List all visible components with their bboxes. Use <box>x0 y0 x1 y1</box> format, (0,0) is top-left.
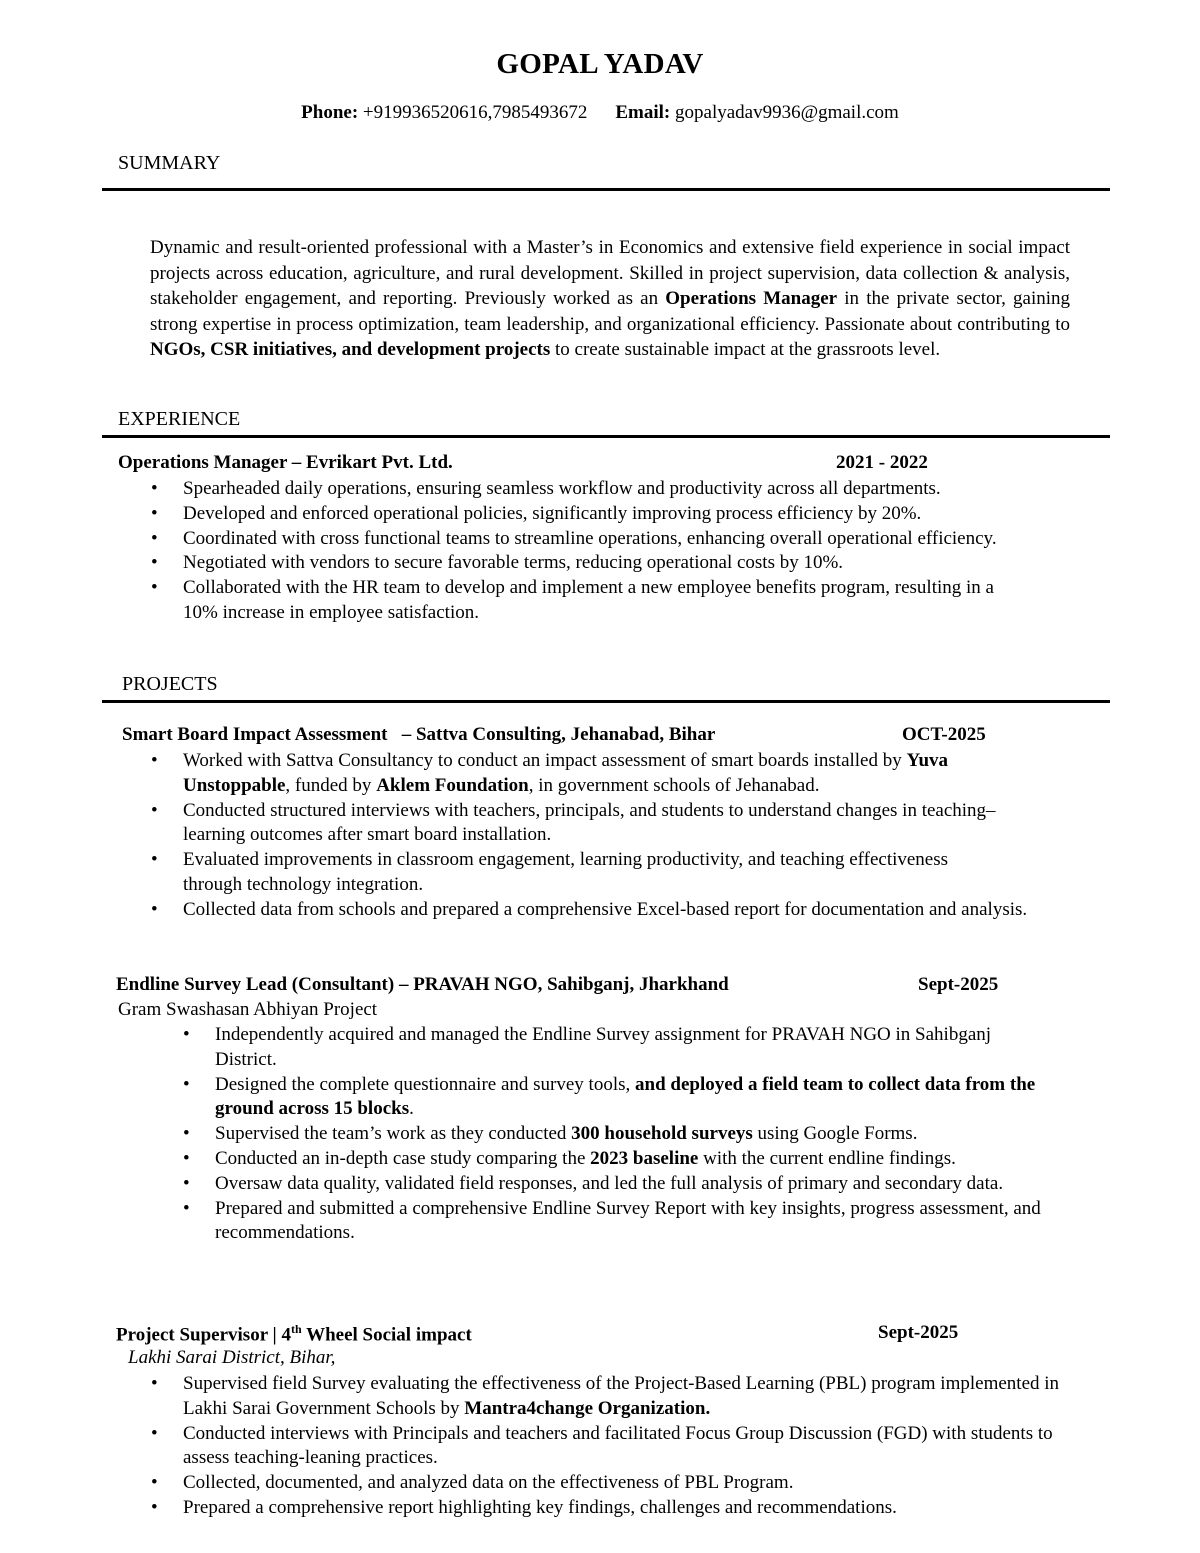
list-item: • Developed and enforced operational policies, significantly improving process efficiency by 20%. <box>151 502 922 524</box>
summary-divider <box>102 188 1110 191</box>
list-item: • Collaborated with the HR team to develop and implement a new employee benefits program, resulting in a 10% increase in employee satisfaction. <box>151 577 994 623</box>
list-item: • Designed the complete questionnaire and survey tools, and deployed a field team to collect data from the ground across 15 blocks. <box>183 1073 1036 1120</box>
project-2-bullet-list <box>183 1023 1055 1246</box>
candidate-name: GOPAL YADAV <box>496 48 704 80</box>
projects-heading: PROJECTS <box>122 673 218 695</box>
list-item: • Oversaw data quality, validated field responses, and led the full analysis of primary and secondary data. <box>183 1172 1004 1194</box>
contact-line <box>0 102 1200 124</box>
experience-job-date: 2021 - 2022 <box>836 452 928 473</box>
list-item: • Coordinated with cross functional teams to streamline operations, enhancing overall operational efficiency. <box>151 527 997 549</box>
summary-paragraph <box>150 235 1070 363</box>
list-item: • Collected, documented, and analyzed data on the effectiveness of PBL Program. <box>151 1472 794 1494</box>
project-3-bullet-list <box>151 1372 1083 1521</box>
project-2-title: Endline Survey Lead (Consultant) – PRAVAH NGO, Sahibganj, Jharkhand <box>116 974 729 995</box>
list-item: • Independently acquired and managed the Endline Survey assignment for PRAVAH NGO in Sahibganj District. <box>183 1024 992 1070</box>
summary-text-2: in the private sector, gaining strong expertise in process optimization, team leadership, and organizational efficiency. Passionate about contributing to <box>150 288 1070 335</box>
project-2-date: Sept-2025 <box>918 974 999 995</box>
phone-number: +919936520616,7985493672 <box>362 102 588 123</box>
email-address: gopalyadav9936@gmail.com <box>675 102 899 123</box>
experience-bullet-list <box>151 477 1083 626</box>
list-item: • Evaluated improvements in classroom engagement, learning productivity, and teaching effectiveness through technology integration. <box>151 849 949 895</box>
list-item: • Worked with Sattva Consultancy to conduct an impact assessment of smart boards installed by Yuva Unstoppable, funded by Aklem Foundation, in government schools of Jehanabad. <box>151 750 949 796</box>
list-item: • Conducted interviews with Principals and teachers and facilitated Focus Group Discussion (FGD) with students to assess teaching-leaning practices. <box>151 1422 1053 1469</box>
summary-bold-2: NGOs, CSR initiatives, and development projects <box>150 339 551 361</box>
experience-heading: EXPERIENCE <box>118 408 241 430</box>
project-2-subtitle: Gram Swashasan Abhiyan Project <box>118 999 378 1020</box>
list-item: • Prepared and submitted a comprehensive Endline Survey Report with key insights, progress assessment, and recommendations. <box>183 1197 1041 1244</box>
summary-bold-1: Operations Manager <box>665 288 838 310</box>
summary-text-1: Dynamic and result-oriented professional with a Master’s in Economics and extensive field experience in social impact projects across education, agriculture, and rural development. Skilled in project supervision, data collection & analysis, stakeholder engagement, and reporting. Previously worked as an <box>150 237 1070 310</box>
list-item: • Supervised the team’s work as they conducted 300 household surveys using Google Forms. <box>183 1123 918 1145</box>
experience-job-title: Operations Manager – Evrikart Pvt. Ltd. <box>118 452 453 473</box>
experience-divider <box>102 435 1110 438</box>
projects-divider <box>102 700 1110 703</box>
email-label: Email: <box>615 102 671 123</box>
phone-label: Phone: <box>301 102 359 123</box>
summary-text-3: to create sustainable impact at the grassroots level. <box>550 339 941 361</box>
project-1-title: Smart Board Impact Assessment – Sattva Consulting, Jehanabad, Bihar <box>122 724 716 745</box>
list-item: • Supervised field Survey evaluating the effectiveness of the Project-Based Learning (PBL) program implemented in Lakhi Sarai Government Schools by Mantra4change Organization. <box>151 1373 1060 1419</box>
project-1-date: OCT-2025 <box>902 724 986 745</box>
project-3-date: Sept-2025 <box>878 1322 959 1343</box>
list-item: • Negotiated with vendors to secure favorable terms, reducing operational costs by 10%. <box>151 552 844 574</box>
list-item: • Collected data from schools and prepared a comprehensive Excel-based report for documentation and analysis. <box>151 898 1028 920</box>
list-item: • Prepared a comprehensive report highlighting key findings, challenges and recommendations. <box>151 1496 897 1518</box>
summary-heading: SUMMARY <box>118 152 221 174</box>
project-3-title: Project Supervisor | 4th Wheel Social impact <box>116 1322 472 1346</box>
list-item: • Conducted an in-depth case study comparing the 2023 baseline with the current endline findings. <box>183 1147 956 1169</box>
list-item: • Spearheaded daily operations, ensuring seamless workflow and productivity across all departments. <box>151 478 941 499</box>
project-3-subtitle: Lakhi Sarai District, Bihar, <box>128 1347 336 1368</box>
list-item: • Conducted structured interviews with teachers, principals, and students to understand changes in teaching–learning outcomes after smart board installation. <box>151 799 996 846</box>
project-1-bullet-list <box>151 749 1053 923</box>
